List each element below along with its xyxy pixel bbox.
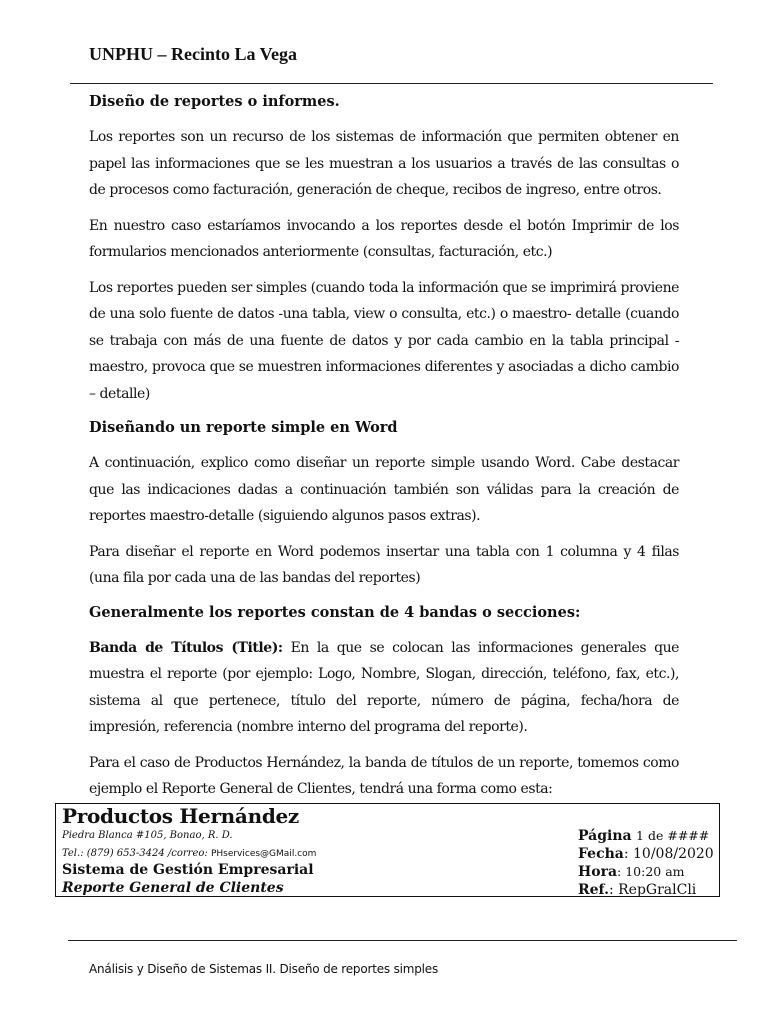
time-value: : 10:20 am xyxy=(617,864,685,879)
report-contact xyxy=(62,848,316,859)
paragraph xyxy=(89,635,679,741)
ref-label: Ref. xyxy=(578,881,609,898)
section-heading: Diseñando un reporte simple en Word xyxy=(89,419,398,436)
time-label: Hora xyxy=(578,864,618,880)
date-value: : 10/08/2020 xyxy=(623,845,714,862)
report-meta xyxy=(578,827,714,899)
paragraph-lead: Banda de Títulos (Title): xyxy=(89,639,283,656)
report-address: Piedra Blanca #105, Bonao, R. D. xyxy=(62,830,233,841)
report-phone: Tel.: (879) 653-3424 /correo: xyxy=(62,848,211,859)
paragraph: Para el caso de Productos Hernández, la banda de títulos de un reporte, tomemos como ejemplo el Reporte General de Clientes, tendrá una forma como esta: xyxy=(89,754,679,797)
page-value: 1 de #### xyxy=(636,828,710,843)
report-email: PHservices@GMail.com xyxy=(210,849,317,859)
header-divider xyxy=(70,83,713,84)
report-page-row xyxy=(578,827,714,846)
report-title: Reporte General de Clientes xyxy=(62,880,284,896)
paragraph: A continuación, explico como diseñar un reporte simple usando Word. Cabe destacar que las indicaciones dadas a continuación también son válidas para la creación de reportes maestro-detalle (siguiendo algunos pasos extras). xyxy=(89,455,679,524)
ref-value: : RepGralCli xyxy=(608,881,697,898)
paragraph: Los reportes son un recurso de los sistemas de información que permiten obtener en papel las informaciones que se les muestran a los usuarios a través de las consultas o de procesos como facturación, generación de cheque, recibos de ingreso, entre otros. xyxy=(89,129,679,198)
paragraph-text: En la que se colocan las informaciones generales que muestra el reporte (por ejemplo: Logo, Nombre, Slogan, dirección, teléfono, fax, etc.), sistema al que pertenece, título del reporte, número de página, fecha/hora de impresión, referencia (nombre interno del programa del reporte). xyxy=(89,639,679,735)
paragraph: En nuestro caso estaríamos invocando a los reportes desde el botón Imprimir de los formularios mencionados anteriormente (consultas, facturación, etc.) xyxy=(89,217,679,260)
page-label: Página xyxy=(578,828,632,844)
footer-divider xyxy=(68,940,737,941)
report-ref-row xyxy=(578,882,714,900)
report-time-row xyxy=(578,863,714,882)
date-label: Fecha xyxy=(578,845,624,862)
report-company-name: Productos Hernández xyxy=(62,804,299,828)
report-date-row xyxy=(578,846,714,864)
report-system-name: Sistema de Gestión Empresarial xyxy=(62,862,314,878)
section-heading: Diseño de reportes o informes. xyxy=(89,93,340,110)
paragraph: Los reportes pueden ser simples (cuando toda la información que se imprimirá proviene de una solo fuente de datos -una tabla, view o consulta, etc.) o maestro- detalle (cuando se trabaja con más de una fuente de datos y por cada cambio en la tabla principal -maestro, provoca que se muestren informaciones diferentes y asociadas a dicho cambio – detalle) xyxy=(89,279,679,402)
section-heading: Generalmente los reportes constan de 4 bandas o secciones: xyxy=(89,603,581,621)
page-footer: Análisis y Diseño de Sistemas II. Diseño de reportes simples xyxy=(89,962,439,976)
paragraph: Para diseñar el reporte en Word podemos insertar una tabla con 1 columna y 4 filas (una fila por cada una de las bandas del reportes) xyxy=(89,543,679,586)
report-title-band-example xyxy=(55,803,720,897)
document-body xyxy=(89,90,679,812)
page-header-title: UNPHU – Recinto La Vega xyxy=(89,44,297,64)
